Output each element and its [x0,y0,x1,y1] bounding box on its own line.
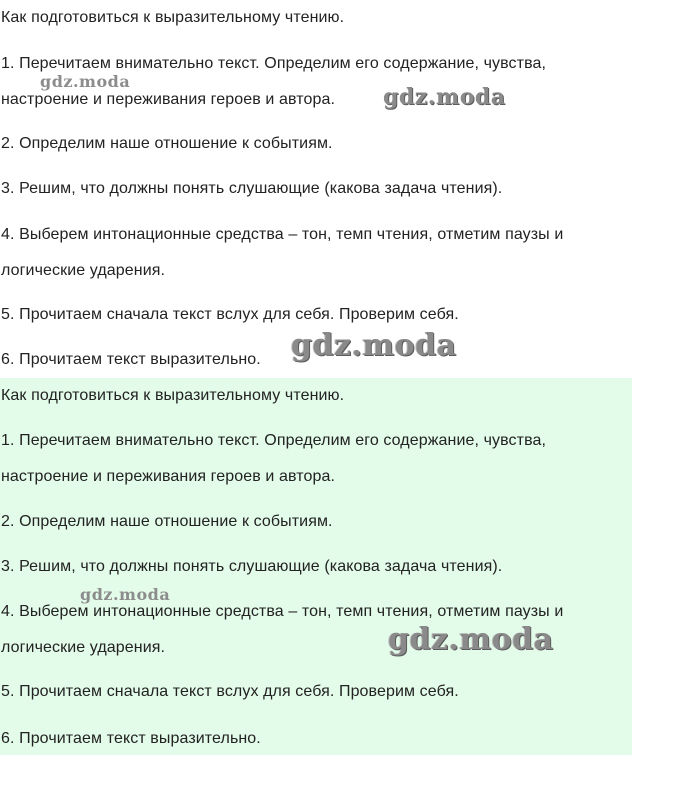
block2-heading: Как подготовиться к выразительному чтению. [1,387,345,404]
block2-step1-line2: настроение и переживания героев и автора. [1,468,336,485]
block1-step5: 5. Прочитаем сначала текст вслух для себя. Проверим себя. [1,306,459,323]
block2-step4-line2: логические ударения. [1,639,166,656]
watermark-5: gdz.moda [388,622,554,657]
block2-step4-line1: 4. Выберем интонационные средства – тон, темп чтения, отметим паузы и [1,603,564,620]
watermark-1: gdz.moda [40,72,131,91]
block1-step3: 3. Решим, что должны понять слушающие (какова задача чтения). [1,180,503,197]
text-block-2 [0,378,632,755]
block1-heading: Как подготовиться к выразительному чтению. [1,9,345,26]
block2-step3: 3. Решим, что должны понять слушающие (какова задача чтения). [1,558,503,575]
watermark-3: gdz.moda [291,328,457,363]
block1-step2: 2. Определим наше отношение к событиям. [1,135,333,152]
watermark-2: gdz.moda [383,84,506,110]
block2-step1-line1: 1. Перечитаем внимательно текст. Определим его содержание, чувства, [1,432,547,449]
block2-step2: 2. Определим наше отношение к событиям. [1,513,333,530]
watermark-4: gdz.moda [80,585,171,604]
text-block-1 [0,0,632,378]
block2-step6: 6. Прочитаем текст выразительно. [1,730,261,747]
block1-step4-line1: 4. Выберем интонационные средства – тон, темп чтения, отметим паузы и [1,226,564,243]
block1-step1-line1: 1. Перечитаем внимательно текст. Определим его содержание, чувства, [1,55,547,72]
block1-step6: 6. Прочитаем текст выразительно. [1,351,261,368]
block2-step5: 5. Прочитаем сначала текст вслух для себя. Проверим себя. [1,683,459,700]
block1-step4-line2: логические ударения. [1,262,166,279]
block1-step1-line2: настроение и переживания героев и автора. [1,91,336,108]
